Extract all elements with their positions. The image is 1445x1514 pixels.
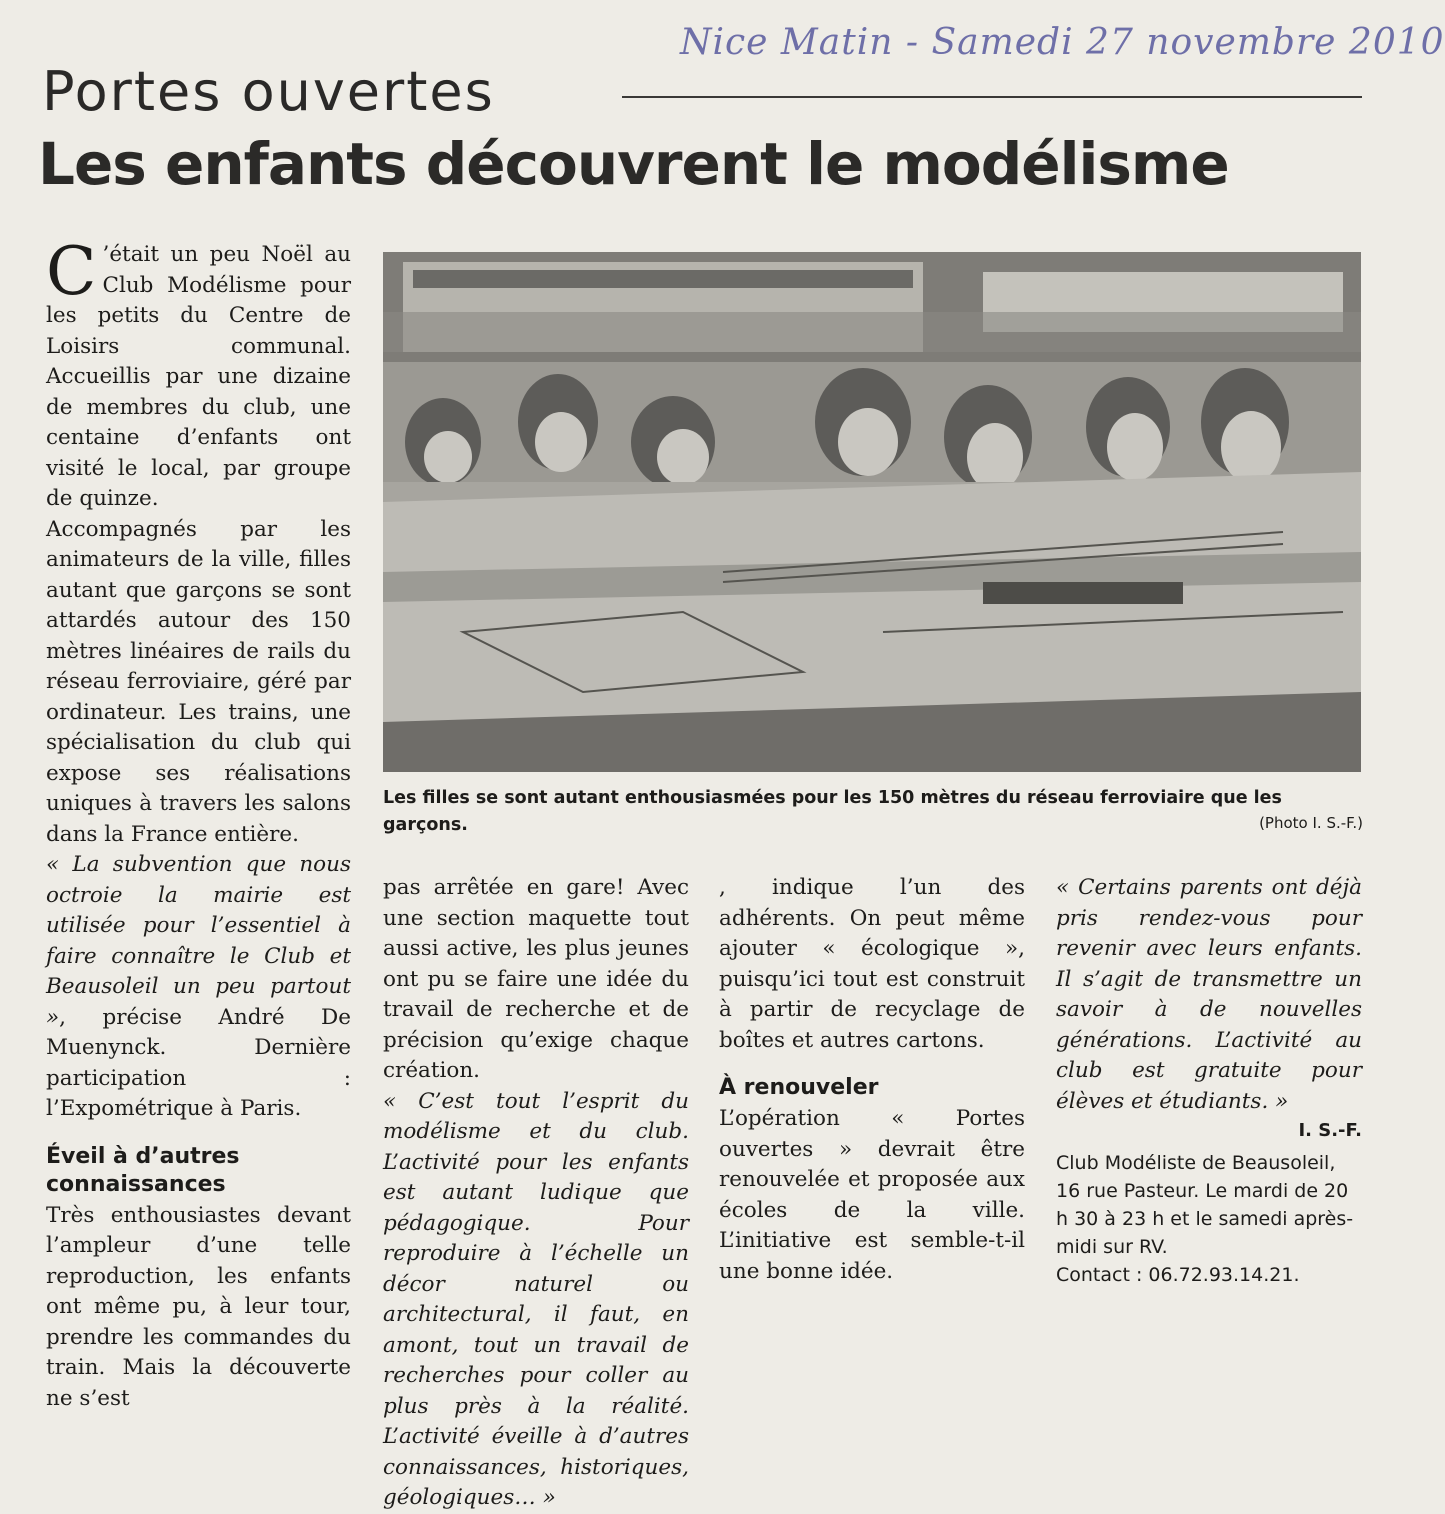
paragraph: pas arrêtée en gare! Avec une section maquette tout aussi active, les plus jeunes ont pu se faire une idée du travail de recherche et de précision qu’exige chaque création.: [383, 875, 689, 1083]
quote: « Certains parents ont déjà pris rendez-vous pour revenir avec leurs enfants. Il s’agit de transmettre un savoir à de nouvelles générations. L’activité au club est gratuite pour élèves et étudiants. »: [1056, 875, 1362, 1114]
paragraph: Très enthousiastes devant l’ampleur d’une telle reproduction, les enfants ont même pu, à leur tour, prendre les commandes du train. Mais la découverte ne s’est: [46, 1202, 351, 1411]
lead-text: ’était un peu Noël au Club Modélisme pour les petits du Centre de Loisirs communal. Accueillis par une dizaine de membres du club, une centaine d’enfants ont visité le local, par groupe de quinze.: [46, 242, 351, 511]
paragraph: [719, 873, 1025, 1056]
kicker-rule: [622, 96, 1362, 98]
handwritten-date-annotation: Nice Matin - Samedi 27 novembre 2010: [680, 22, 1445, 63]
column-1: [46, 233, 351, 1414]
subheading: Éveil à d’autres connaissances: [46, 1143, 240, 1197]
info-address: Club Modéliste de Beausoleil, 16 rue Pasteur. Le mardi de 20 h 30 à 23 h et le samedi après-midi sur RV.: [1056, 1152, 1354, 1258]
paragraph-lead: [46, 233, 351, 515]
headline: Les enfants découvrent le modélisme: [38, 130, 1229, 198]
info-contact: Contact : 06.72.93.14.21.: [1056, 1264, 1300, 1286]
photo-caption: Les filles se sont autant enthousiasmées pour les 150 mètres du réseau ferroviaire que les garçons.: [383, 788, 1282, 835]
photo-credit: (Photo I. S.-F.): [1259, 814, 1363, 832]
info-box: [1056, 1149, 1362, 1289]
paragraph: Accompagnés par les animateurs de la ville, filles autant que garçons se sont attardés autour des 150 mètres linéaires de rails du réseau ferroviaire, géré par ordinateur. Les trains, une spécialisation du club qui expose ses réalisations uniques à travers les salons dans la France entière.: [46, 516, 351, 847]
column-2: [383, 873, 689, 1510]
paragraph: L’opération « Portes ouvertes » devrait être renouvelée et proposée aux écoles de la ville. L’initiative est semble-t-il une bonne idée.: [719, 1106, 1025, 1284]
dropcap: C: [46, 233, 97, 310]
photo-children-model-railway: [383, 252, 1361, 772]
kicker: Portes ouvertes: [42, 60, 495, 123]
photo-illustration: [383, 252, 1361, 772]
paragraph: [46, 850, 351, 1125]
paragraph-text: , indique l’un des adhérents. On peut même ajouter « écologique », puisqu’ici tout est construit à partir de recyclage de boîtes et autres cartons.: [719, 875, 1025, 1053]
author-signature: I. S.-F.: [1298, 1120, 1362, 1141]
subheading: À renouveler: [719, 1075, 879, 1100]
quote: « La subvention que nous octroie la mairie est utilisée pour l’essentiel à faire connaître le Club et Beausoleil un peu partout »: [46, 852, 351, 1030]
column-4: [1056, 873, 1362, 1289]
paragraph-text: , précise André De Muenynck. Dernière participation : l’Expométrique à Paris.: [46, 1004, 351, 1121]
paragraph: « C’est tout l’esprit du modélisme et du club. L’activité pour les enfants est autant ludique que pédagogique. Pour reproduire à l’échelle un décor naturel ou architectural, il faut, en amont, tout un travail de recherches pour coller au plus près à la réalité. L’activité éveille à d’autres connaissances, historiques, géologiques… »: [383, 1088, 689, 1510]
column-3: [719, 873, 1025, 1287]
